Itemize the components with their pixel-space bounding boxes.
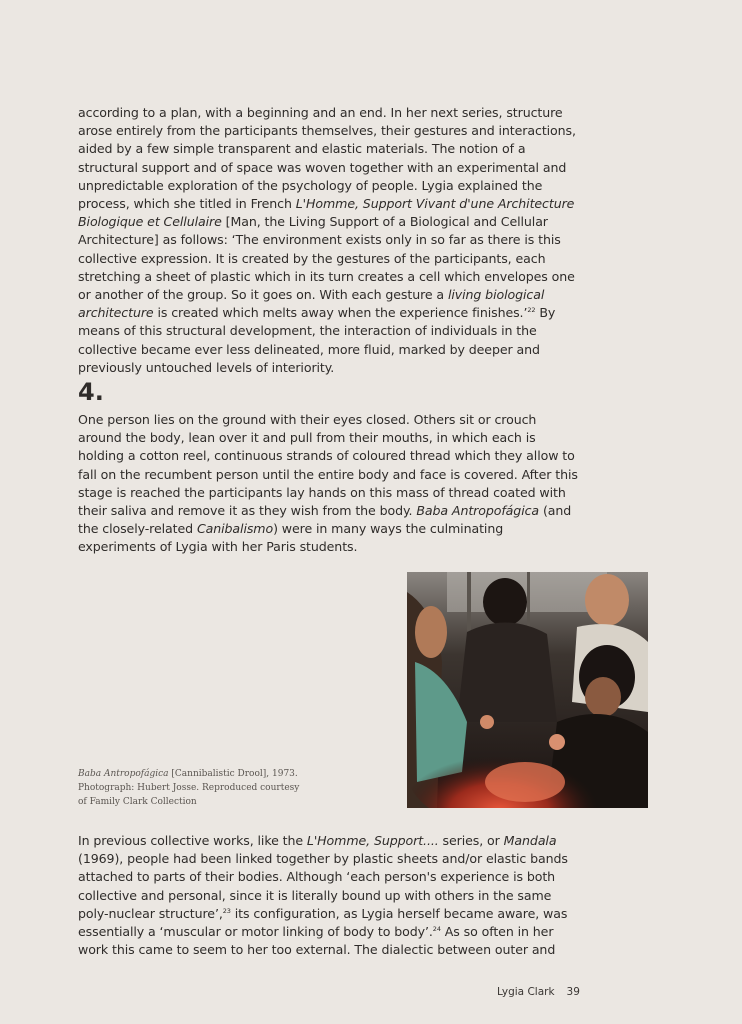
caption-text: [Cannibalistic Drool], 1973. Photograph: Hubert Josse. Reproduced courtesy of Family Clark Collection: [78, 769, 300, 807]
body-paragraph-3: [78, 832, 578, 959]
italic-title: Canibalismo: [196, 521, 274, 537]
text-run: As so often in her work this came to seem to her too external. The dialectic between outer and: [78, 924, 556, 958]
text-run: (and the closely-related: [78, 503, 572, 537]
text-run: series, or: [438, 833, 504, 848]
caption-title: Baba Antropofágica: [78, 769, 169, 779]
italic-title: L'Homme, Support Vivant d'une Architecture Biologique et Cellulaire: [78, 196, 575, 230]
italic-title: Mandala: [503, 833, 557, 848]
italic-title: Baba Antropofágica: [416, 503, 540, 519]
body-paragraph-2: [78, 411, 578, 557]
text-run: By means of this structural development, the interaction of individuals in the collective became ever less delineated, more fluid, marked by deeper and previously untouched levels of interiority.: [78, 305, 556, 375]
italic-phrase: living biological architecture: [78, 287, 545, 321]
text-run: In previous collective works, like the: [78, 833, 307, 848]
photo-caption: [78, 767, 308, 809]
performance-photograph: [407, 572, 648, 808]
section-number: 4.: [78, 378, 104, 406]
italic-title: L'Homme, Support....: [306, 833, 439, 848]
text-run: is created which melts away when the experience finishes.’: [153, 305, 528, 321]
text-run: (1969), people had been linked together by plastic sheets and/or elastic bands attached to parts of their bodies. Although ‘each person's experience is both collective and personal, since it is literally bound up with others in the same poly-nuclear structure’,: [78, 851, 568, 921]
footnote-ref: 22: [527, 306, 536, 315]
running-head: Lygia Clark: [497, 986, 555, 998]
text-run: according to a plan, with a beginning and an end. In her next series, structure arose entirely from the participants themselves, their gestures and interactions, aided by a few simple transparent and elastic materials. The notion of a structural support and of space was woven together with an experimental and unpredictable exploration of the psychology of people. Lygia explained the process, which she titled in French: [78, 105, 576, 212]
text-run: its configuration, as Lygia herself became aware, was essentially a ‘muscular or motor linking of body to body’.: [78, 905, 568, 940]
photograph-image: [407, 572, 648, 808]
page-footer: [497, 986, 580, 998]
footnote-ref: 23: [222, 906, 231, 915]
text-run: ) were in many ways the culminating experiments of Lygia with her Paris students.: [78, 521, 504, 555]
footnote-ref: 24: [432, 924, 441, 933]
text-run: One person lies on the ground with their eyes closed. Others sit or crouch around the body, lean over it and pull from their mouths, in which each is holding a cotton reel, continuous strands of coloured thread which they allow to fall on the recumbent person until the entire body and face is covered. After this stage is reached the participants lay hands on this mass of thread coated with their saliva and remove it as they wish from the body.: [78, 412, 578, 519]
page-number: 39: [566, 986, 580, 998]
text-run: [Man, the Living Support of a Biological and Cellular Architecture] as follows: ‘The environment exists only in so far as there is this collective expression. It is created by the gestures of the participants, each stretching a sheet of plastic which in its turn creates a cell which envelopes one or another of the group. So it goes on. With each gesture a: [78, 214, 575, 303]
body-paragraph-1: [78, 104, 578, 377]
